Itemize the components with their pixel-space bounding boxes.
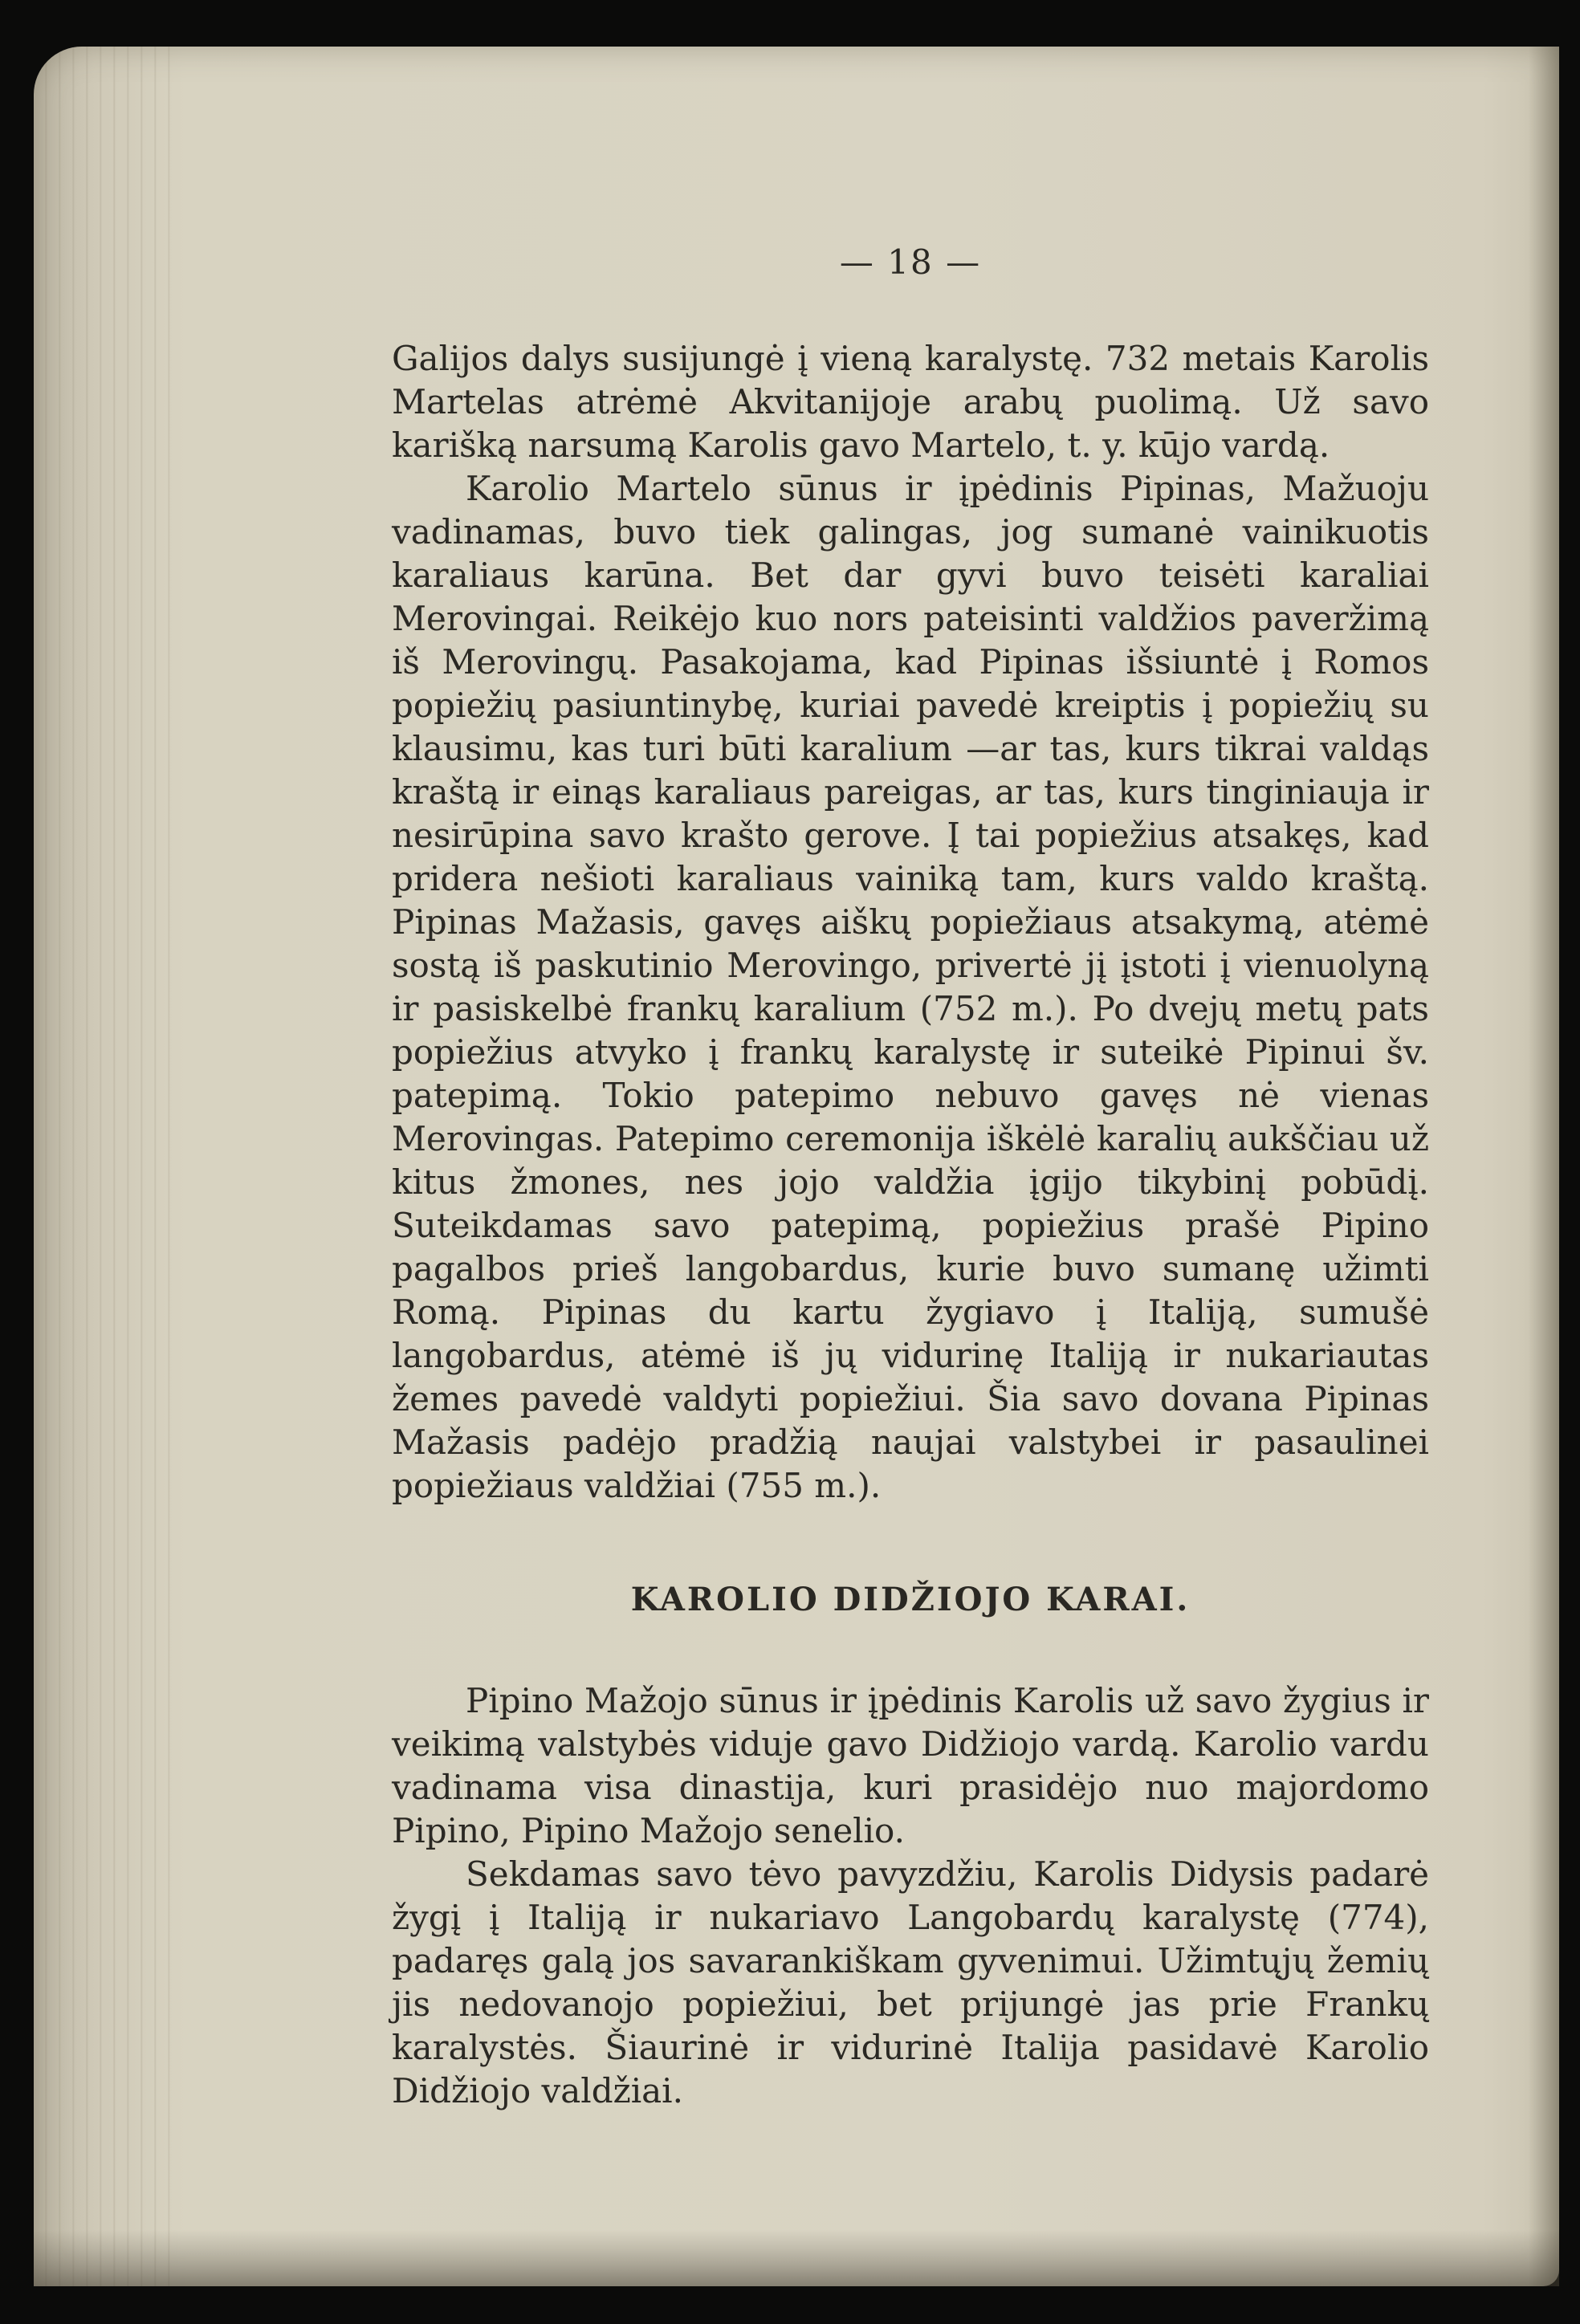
paragraph-continued: Galijos dalys susijungė į vieną karalystę. 732 metais Karolis Martelas atrėmė Akvitanijoje arabų puolimą. Už savo karišką narsumą Karolis gavo Martelo, t. y. kūjo vardą. <box>392 339 1429 465</box>
section-heading: KAROLIO DIDŽIOJO KARAI. <box>630 1581 1191 1618</box>
paragraph-italy-campaign: Sekdamas savo tėvo pavyzdžiu, Karolis Didysis padarė žygį į Italiją ir nukariavo Langobardų karalystę (774), padaręs galą jos savarankiškam gyvenimui. Užimtųjų žemių jis nedovanojo popiežiui, bet prijungė jas prie Frankų karalystės. Šiaurinė ir vidurinė Italija pasidavė Karolio Didžiojo valdžiai. <box>392 1854 1429 2110</box>
paragraph-karolis-name: Pipino Mažojo sūnus ir įpėdinis Karolis už savo žygius ir veikimą valstybės viduje gavo Didžiojo vardą. Karolio vardu vadinama visa dinastija, kuri prasidėjo nuo majordomo Pipino, Pipino Mažojo senelio. <box>392 1681 1429 1850</box>
paragraph-pipin: Karolio Martelo sūnus ir įpėdinis Pipinas, Mažuoju vadinamas, buvo tiek galingas, jog sumanė vainikuotis karaliaus karūna. Bet dar gyvi buvo teisėti karaliai Merovingai. Reikėjo kuo nors pateisinti valdžios paveržimą iš Merovingų. Pasakojama, kad Pipinas išsiuntė į Romos popiežių pasiuntinybę, kuriai pavedė kreiptis į popiežių su klausimu, kas turi būti karalium —ar tas, kurs tikrai valdąs kraštą ir einąs karaliaus pareigas, ar tas, kurs tinginiauja ir nesirūpina savo krašto gerove. Į tai popiežius atsakęs, kad pridera nešioti karaliaus vainiką tam, kurs valdo kraštą. Pipinas Mažasis, gavęs aiškų popiežiaus atsakymą, atėmė sostą iš paskutinio Merovingo, privertė jį įstoti į vienuolyną ir pasiskelbė frankų karalium (752 m.). Po dvejų metų pats popiežius atvyko į frankų karalystę ir suteikė Pipinui šv. patepimą. Tokio patepimo nebuvo gavęs nė vienas Merovingas. Patepimo ceremonija iškėlė karalių aukščiau už kitus žmones, nes jojo valdžia įgijo tikybinį pobūdį. Suteikdamas savo patepimą, popiežius prašė Pipino pagalbos prieš langobardus, kurie buvo sumanę užimti Romą. Pipinas du kartu žygiavo į Italiją, sumušė langobardus, atėmė iš jų vidurinę Italiją ir nukariautas žemes pavedė valdyti popiežiui. Šia savo dovana Pipinas Mažasis padėjo pradžią naujai valstybei ir pasaulinei popiežiaus valdžiai (755 m.). <box>392 469 1429 1505</box>
page-number: — 18 — <box>839 242 982 282</box>
stacked-page-edges <box>34 47 178 2286</box>
binding-shadow <box>1529 47 1559 2286</box>
bottom-page-edge <box>34 2230 1559 2286</box>
page-text <box>392 242 1429 2113</box>
